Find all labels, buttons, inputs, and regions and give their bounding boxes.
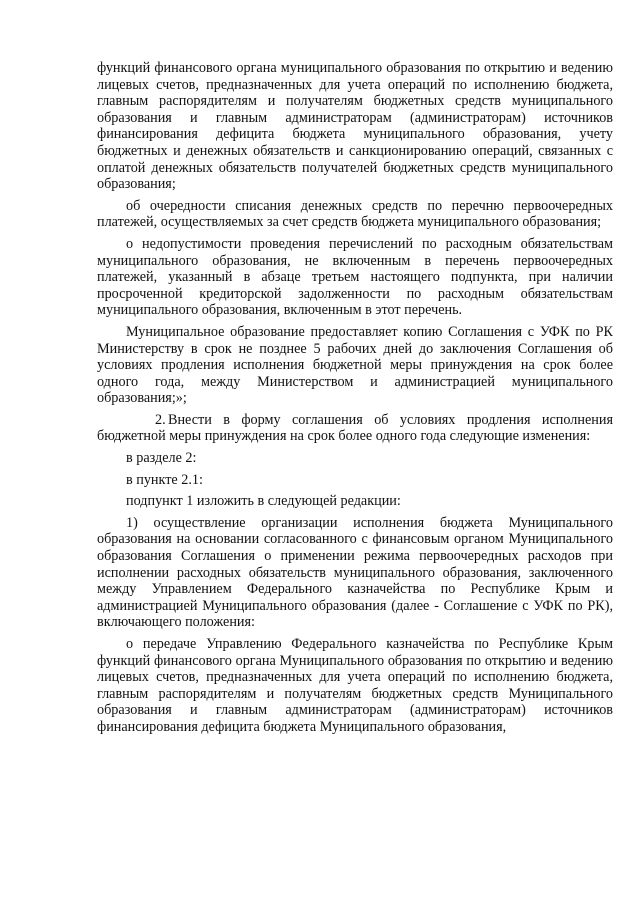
document-page [97, 60, 613, 741]
paragraph-payment-order: об очередности списания денежных средств по перечню первоочередных платежей, осуществляемых за счет средств бюджета муниципального образования; [97, 197, 613, 231]
paragraph-functions-continuation: функций финансового органа муниципального образования по открытию и ведению лицевых счетов, предназначенных для учета операций по исполнению бюджета, главным распорядителям и получателям бюджетных средств муниципального образования и главным администраторам (администраторам) источников финансирования дефицита бюджета муниципального образования, учету бюджетных и денежных обязательств и санкционированию операций, связанных с оплатой денежных обязательств получателей бюджетных средств муниципального образования; [97, 60, 613, 193]
paragraph-inadmissibility: о недопустимости проведения перечислений по расходным обязательствам муниципального образования, не включенным в перечень первоочередных платежей, указанный в абзаце третьем настоящего подпункта, при наличии просроченной кредиторской задолженности по расходным обязательствам муниципального образования, включенным в этот перечень. [97, 235, 613, 319]
item-number: 2. [155, 411, 166, 428]
paragraph-transfer-functions: о передаче Управлению Федерального казначейства по Республике Крым функций финансового органа Муниципального образования по открытию и ведению лицевых счетов, предназначенных для учета операций по исполнению бюджета, главным распорядителям и получателям бюджетных средств Муниципального образования и главным администраторам (администраторам) источников финансирования дефицита бюджета Муниципального образования, [97, 636, 613, 735]
line-section-2: в разделе 2: [126, 450, 197, 467]
paragraph-agreement-copy: Муниципальное образование предоставляет копию Соглашения с УФК по РК Министерству в срок не позднее 5 рабочих дней до заключения Соглашения об условиях продления исполнения бюджетной меры принуждения на срок более одного года, между Министерством и администрацией муниципального образования;»; [97, 323, 613, 407]
line-subclause-1: подпункт 1 изложить в следующей редакции: [126, 493, 401, 510]
numbered-item-2 [97, 412, 613, 445]
item-text: Внести в форму соглашения об условиях продления исполнения бюджетной меры принуждения на срок более одного года следующие изменения: [97, 411, 613, 445]
line-clause-2-1: в пункте 2.1: [126, 471, 203, 488]
paragraph-subclause-1-text: 1) осуществление организации исполнения бюджета Муниципального образования на основании согласованного с финансовым органом Муниципального образования Соглашения о применении режима первоочередных расходов при исполнении расходных обязательств муниципального образования, заключенного между Управлением Федерального казначейства по Республике Крым и администрацией Муниципального образования (далее - Соглашение с УФК по РК), включающего положения: [97, 514, 613, 631]
